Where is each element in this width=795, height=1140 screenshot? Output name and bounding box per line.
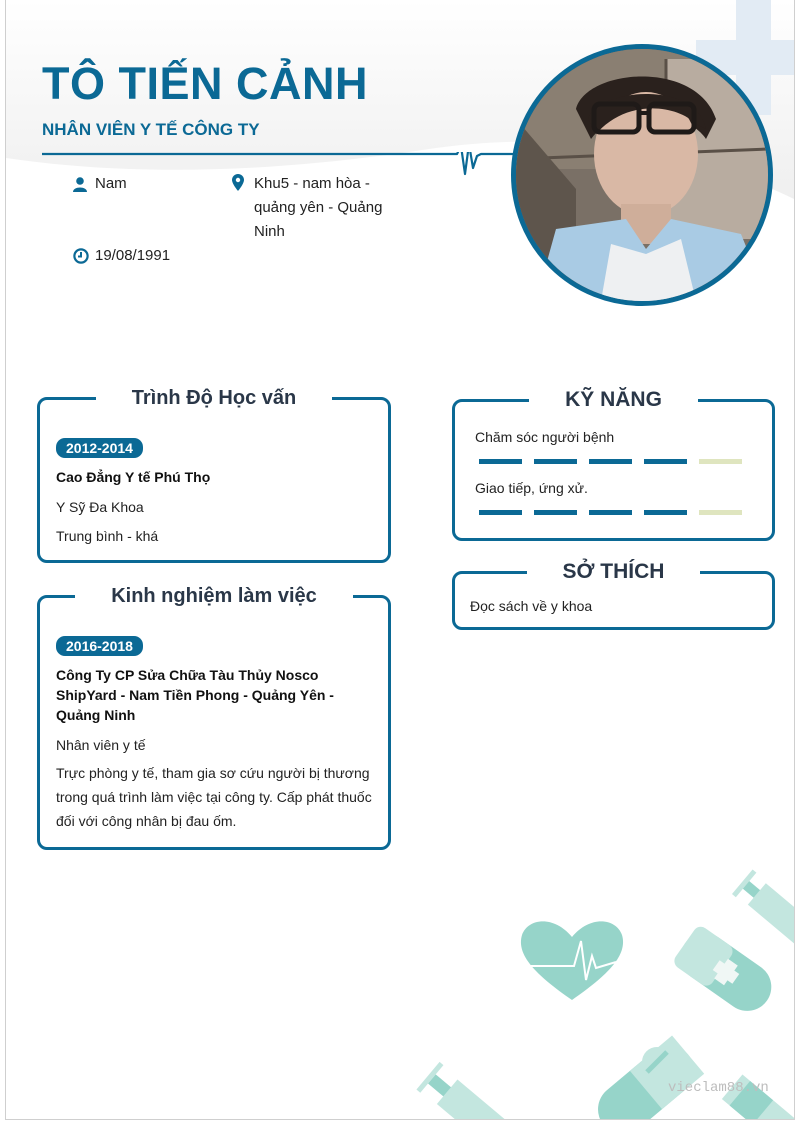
education-title: Trình Độ Học vấn	[96, 384, 332, 412]
experience-company: Công Ty CP Sửa Chữa Tàu Thủy Nosco ShipYard - Nam Tiền Phong - Quảng Yên - Quảng Ninh	[56, 667, 334, 723]
cv-page	[5, 0, 795, 1120]
experience-description: Trực phòng y tế, tham gia sơ cứu người bị thương trong quá trình làm việc tại công ty. Cấp phát thuốc đối với công nhân bị đau ốm.	[56, 765, 372, 829]
watermark: vieclam88.vn	[668, 1080, 769, 1096]
skills-title: KỸ NĂNG	[529, 386, 698, 414]
experience-title: Kinh nghiệm làm việc	[75, 582, 353, 610]
experience-position: Nhân viên y tế	[56, 737, 146, 753]
education-major: Y Sỹ Đa Khoa	[56, 499, 144, 515]
dob-value: 19/08/1991	[95, 247, 171, 264]
education-school: Cao Đẳng Y tế Phú Thọ	[56, 469, 211, 485]
education-period-badge: 2012-2014	[56, 438, 143, 458]
heart-pulse-icon	[521, 921, 623, 1000]
candidate-name: TÔ TIẾN CẢNH	[42, 58, 368, 109]
hobby-item: Đọc sách về y khoa	[470, 598, 593, 614]
skill-name: Chăm sóc người bệnh	[475, 429, 615, 445]
hobbies-title: SỞ THÍCH	[527, 558, 701, 586]
skill-name: Giao tiếp, ứng xử.	[475, 480, 588, 496]
job-title: NHÂN VIÊN Y TẾ CÔNG TY	[42, 120, 260, 139]
address-value: Khu5 - nam hòa - quảng yên - Quảng Ninh	[254, 175, 383, 240]
gender-value: Nam	[95, 175, 127, 192]
experience-period-badge: 2016-2018	[56, 636, 143, 656]
education-grade: Trung bình - khá	[56, 528, 159, 544]
medical-illustration-decoration	[6, 0, 795, 1120]
